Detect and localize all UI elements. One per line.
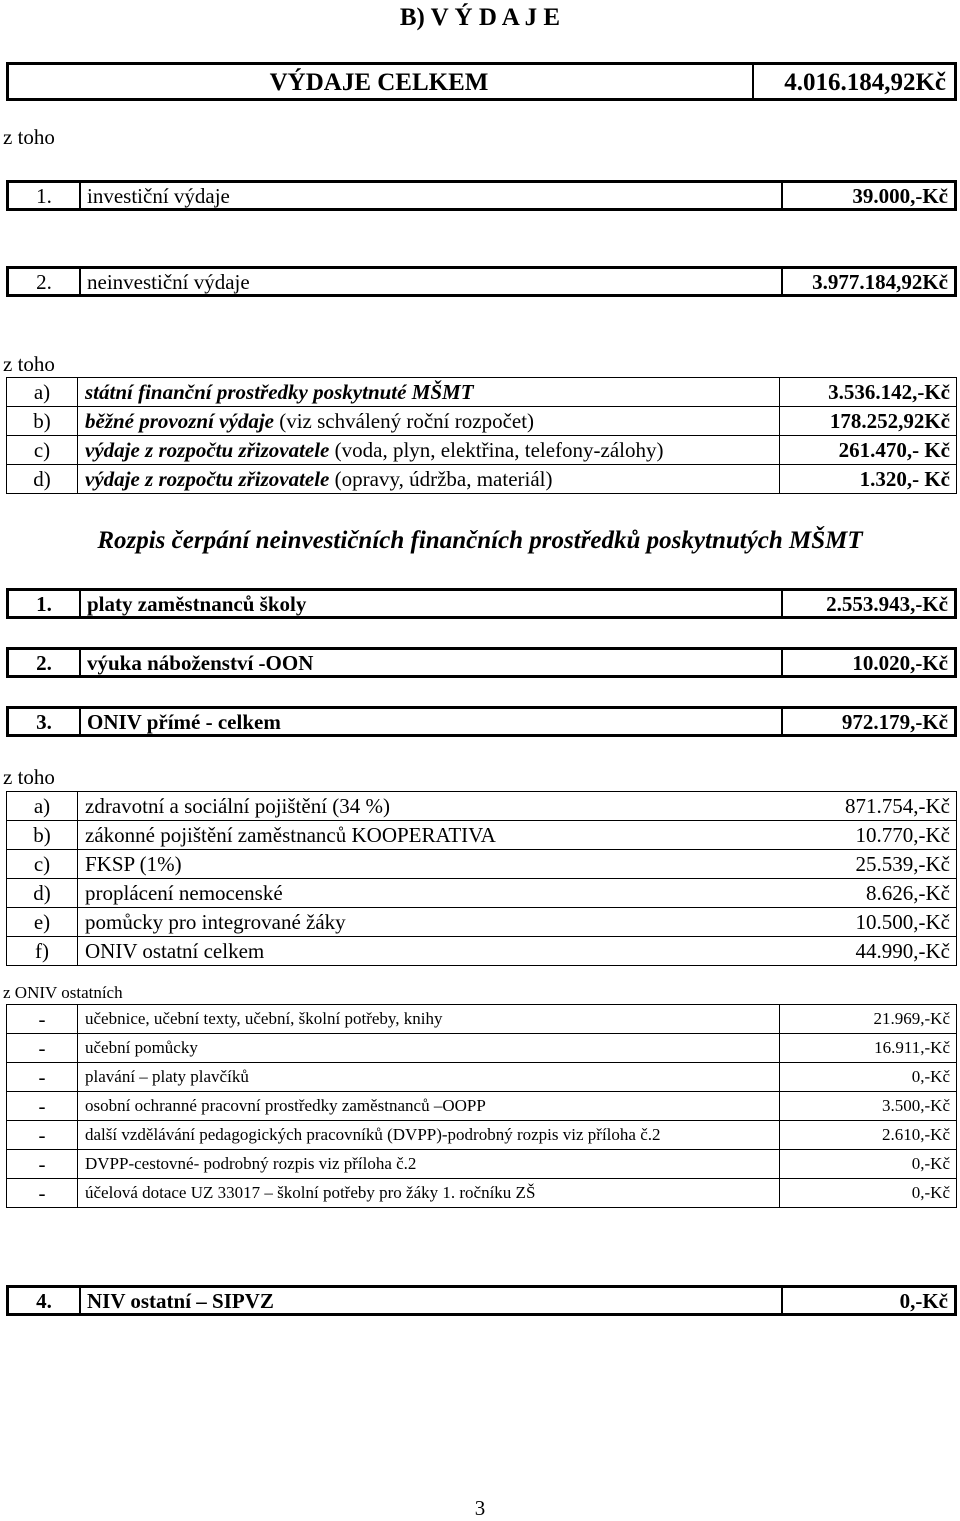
row-label: zdravotní a sociální pojištění (34 %) xyxy=(85,794,391,818)
row-label: plavání – platy plavčíků xyxy=(85,1067,249,1086)
table-row xyxy=(7,1179,956,1207)
table-row xyxy=(7,1150,956,1179)
row-value: 10.020,-Kč xyxy=(852,651,948,675)
table-row xyxy=(7,1121,956,1150)
row-value: 178.252,92Kč xyxy=(829,409,950,433)
row-label-emphasis: státní finanční prostředky poskytnuté MŠMT xyxy=(85,380,474,404)
row-bullet: - xyxy=(38,1094,46,1118)
row-letter: a) xyxy=(33,380,51,404)
row-label: NIV ostatní – SIPVZ xyxy=(87,1289,274,1313)
row-value: 0,-Kč xyxy=(899,1289,948,1313)
row-letter: b) xyxy=(33,409,51,433)
row-label: výuka náboženství -OON xyxy=(87,651,314,675)
row-label: pomůcky pro integrované žáky xyxy=(85,910,346,934)
table-row xyxy=(7,436,956,465)
row-label: ONIV přímé - celkem xyxy=(87,710,281,734)
divider xyxy=(79,269,81,294)
row-value: 0,-Kč xyxy=(911,1183,950,1202)
non-investment-breakdown-table xyxy=(6,377,957,494)
row-label xyxy=(85,465,553,493)
row-letter: d) xyxy=(33,467,51,491)
row-bullet: - xyxy=(38,1181,46,1205)
total-expenses-label: VÝDAJE CELKEM xyxy=(269,69,489,96)
page-title: B) V Ý D A J E xyxy=(399,4,561,31)
row-value: 261.470,- Kč xyxy=(838,438,950,462)
religion-teaching-row xyxy=(6,647,957,678)
section-heading: Rozpis čerpání neinvestičních finančních prostředků poskytnutých MŠMT xyxy=(97,527,863,554)
z-toho-label: z toho xyxy=(3,765,55,789)
row-label: neinvestiční výdaje xyxy=(87,270,250,294)
row-label-emphasis: výdaje z rozpočtu zřizovatele xyxy=(85,467,330,491)
row-value: 44.990,-Kč xyxy=(855,939,950,963)
row-value: 3.500,-Kč xyxy=(882,1096,950,1115)
row-label-rest: (viz schválený roční rozpočet) xyxy=(273,409,535,433)
row-label: ONIV ostatní celkem xyxy=(85,939,265,963)
divider xyxy=(79,650,81,675)
row-letter: a) xyxy=(33,794,51,818)
row-label: účelová dotace UZ 33017 – školní potřeby pro žáky 1. ročníku ZŠ xyxy=(85,1183,536,1202)
row-number: 2. xyxy=(36,270,52,294)
row-letter: c) xyxy=(33,438,51,462)
divider xyxy=(79,183,81,208)
divider xyxy=(79,709,81,734)
z-toho-label: z toho xyxy=(3,125,55,149)
row-number: 4. xyxy=(36,1289,52,1313)
row-letter: e) xyxy=(33,910,51,934)
z-toho-label: z toho xyxy=(3,352,55,376)
row-value: 10.770,-Kč xyxy=(855,823,950,847)
z-oniv-label: z ONIV ostatních xyxy=(3,983,123,1002)
row-label xyxy=(85,407,534,435)
table-row xyxy=(7,378,956,407)
total-expenses-value: 4.016.184,92Kč xyxy=(784,69,946,96)
row-value: 8.626,-Kč xyxy=(866,881,950,905)
row-label-rest: (opravy, údržba, materiál) xyxy=(329,467,553,491)
table-row xyxy=(7,1063,956,1092)
table-row xyxy=(7,937,956,965)
row-bullet: - xyxy=(38,1007,46,1031)
oniv-other-table xyxy=(6,1004,957,1208)
row-label: investiční výdaje xyxy=(87,184,230,208)
table-row xyxy=(7,465,956,493)
divider xyxy=(79,1288,81,1313)
row-bullet: - xyxy=(38,1065,46,1089)
row-value: 0,-Kč xyxy=(911,1067,950,1086)
row-bullet: - xyxy=(38,1152,46,1176)
oniv-breakdown-table xyxy=(6,791,957,966)
row-value: 25.539,-Kč xyxy=(855,852,950,876)
oniv-direct-row xyxy=(6,706,957,737)
table-row xyxy=(7,1034,956,1063)
row-label-rest: (voda, plyn, elektřina, telefony-zálohy) xyxy=(329,438,664,462)
table-row xyxy=(7,850,956,879)
row-label: DVPP-cestovné- podrobný rozpis viz příloha č.2 xyxy=(85,1154,417,1173)
row-number: 1. xyxy=(36,184,52,208)
row-label: učebnice, učební texty, učební, školní potřeby, knihy xyxy=(85,1009,443,1028)
row-bullet: - xyxy=(38,1123,46,1147)
row-label: FKSP (1%) xyxy=(85,852,182,876)
row-label: další vzdělávání pedagogických pracovníků (DVPP)-podrobný rozpis viz příloha č.2 xyxy=(85,1125,661,1144)
table-row xyxy=(7,1005,956,1034)
salaries-row xyxy=(6,588,957,619)
divider xyxy=(79,591,81,616)
niv-other-row xyxy=(6,1285,957,1316)
row-label: osobní ochranné pracovní prostředky zaměstnanců –OOPP xyxy=(85,1096,486,1115)
investment-expenses-row xyxy=(6,180,957,211)
row-letter: c) xyxy=(33,852,51,876)
row-value: 3.977.184,92Kč xyxy=(812,270,948,294)
row-bullet: - xyxy=(38,1036,46,1060)
row-value: 21.969,-Kč xyxy=(873,1009,950,1028)
page-number: 3 xyxy=(474,1496,486,1520)
row-label: proplácení nemocenské xyxy=(85,881,283,905)
row-letter: d) xyxy=(33,881,51,905)
row-value: 39.000,-Kč xyxy=(852,184,948,208)
row-number: 2. xyxy=(36,651,52,675)
row-value: 1.320,- Kč xyxy=(859,467,950,491)
total-expenses-box xyxy=(6,62,957,101)
row-value: 2.610,-Kč xyxy=(882,1125,950,1144)
row-letter: b) xyxy=(33,823,51,847)
row-value: 10.500,-Kč xyxy=(855,910,950,934)
row-number: 1. xyxy=(36,592,52,616)
table-row xyxy=(7,879,956,908)
table-row xyxy=(7,1092,956,1121)
row-value: 0,-Kč xyxy=(911,1154,950,1173)
row-label-emphasis: výdaje z rozpočtu zřizovatele xyxy=(85,438,330,462)
row-value: 16.911,-Kč xyxy=(874,1038,950,1057)
non-investment-expenses-row xyxy=(6,266,957,297)
row-value: 972.179,-Kč xyxy=(841,710,948,734)
row-label-emphasis: běžné provozní výdaje xyxy=(85,409,274,433)
table-row xyxy=(7,792,956,821)
table-row xyxy=(7,821,956,850)
row-value: 2.553.943,-Kč xyxy=(826,592,948,616)
table-row xyxy=(7,908,956,937)
row-label: platy zaměstnanců školy xyxy=(87,592,307,616)
row-label xyxy=(85,378,474,406)
row-label: zákonné pojištění zaměstnanců KOOPERATIVA xyxy=(85,823,496,847)
row-label: učební pomůcky xyxy=(85,1038,198,1057)
row-value: 871.754,-Kč xyxy=(845,794,950,818)
row-letter: f) xyxy=(35,939,49,963)
table-row xyxy=(7,407,956,436)
row-value: 3.536.142,-Kč xyxy=(828,380,950,404)
row-number: 3. xyxy=(36,710,52,734)
row-label xyxy=(85,436,664,464)
